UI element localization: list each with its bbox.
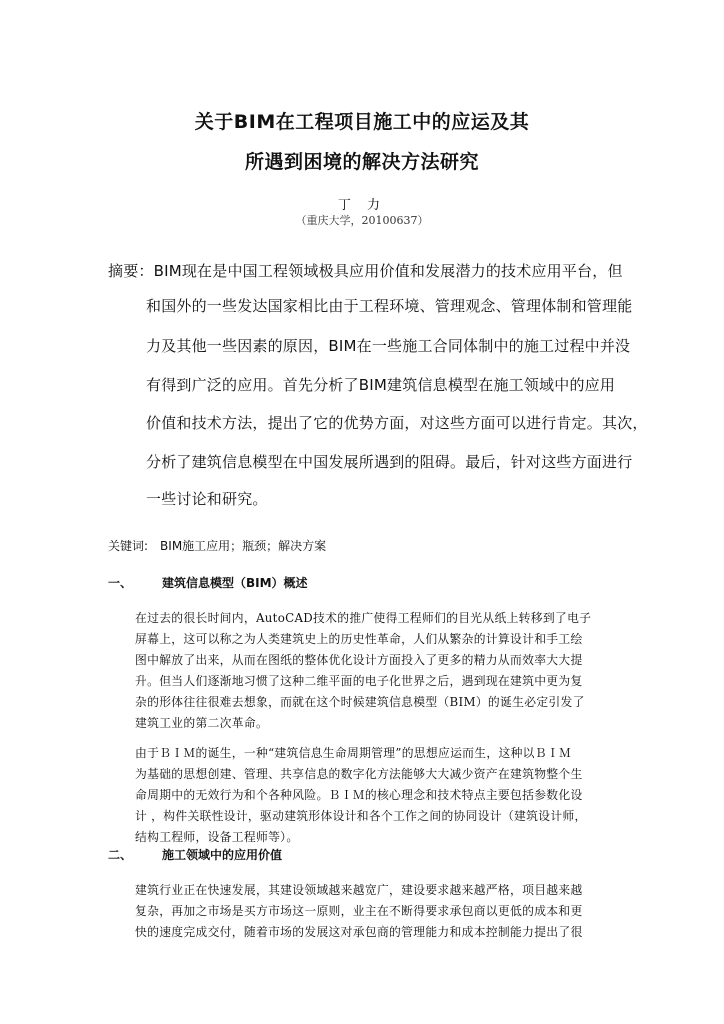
paragraph-line: 在过去的很长时间内，AutoCAD技术的推广使得工程师们的目光从纸上转移到了电子 (135, 611, 592, 625)
abstract-line: 有得到广泛的应用。首先分析了BIM建筑信息模型在施工领域中的应用 (146, 376, 616, 394)
section-number: 一、 (108, 576, 133, 590)
paragraph-line: 杂的形体往往很难去想象，而就在这个时候建筑信息模型（BIM）的诞生必定引发了 (135, 695, 585, 709)
paragraph-line: 图中解放了出来，从而在图纸的整体优化设计方面投入了更多的精力从而效率大大提 (135, 653, 583, 667)
keywords (108, 537, 326, 554)
paragraph-line: 快的速度完成交付，随着市场的发展这对承包商的管理能力和成本控制能力提出了很 (135, 925, 583, 939)
abstract-line: 力及其他一些因素的原因，BIM在一些施工合同体制中的施工过程中并没 (146, 337, 631, 355)
paragraph-line: 屏幕上，这可以称之为人类建筑史上的历史性革命，人们从繁杂的计算设计和手工绘 (135, 632, 583, 646)
paragraph-line: 命周期中的无效行为和个各种风险。ＢＩＭ的核心理念和技术特点主要包括参数化设 (135, 788, 583, 802)
abstract-line: 价值和技术方法，提出了它的优势方面，对这些方面可以进行肯定。其次， (146, 414, 648, 432)
author-name: 丁 力 (337, 198, 387, 213)
section-heading (108, 846, 282, 863)
section-title: 建筑信息模型（BIM）概述 (162, 576, 308, 590)
paragraph-line: 建筑行业正在快速发展，其建设领域越来越宽广，建设要求越来越严格，项目越来越 (135, 883, 583, 897)
paragraph-line: 建筑工业的第二次革命。 (135, 716, 269, 730)
abstract-line: 摘要：BIM现在是中国工程领域极具应用价值和发展潜力的技术应用平台，但 (108, 262, 623, 280)
abstract-line: 和国外的一些发达国家相比由于工程环境、管理观念、管理体制和管理能 (146, 297, 633, 315)
abstract-line: 分析了建筑信息模型在中国发展所遇到的阻碍。最后，针对这些方面进行 (146, 453, 633, 471)
section-title: 施工领域中的应用价值 (162, 848, 283, 862)
abstract-line: 一些讨论和研究。 (146, 490, 268, 508)
paragraph-line: 为基础的思想创建、管理、共享信息的数字化方法能够大大减少资产在建筑物整个生 (135, 767, 583, 781)
paragraph-line: 计 ，构件关联性设计，驱动建筑形体设计和各个工作之间的协同设计（建筑设计师， (135, 809, 587, 823)
keywords-text: BIM施工应用；瓶颈；解决方案 (160, 539, 327, 553)
section-number: 二、 (108, 848, 133, 862)
keywords-label: 关键词: (108, 539, 149, 553)
paragraph-line: 由于ＢＩＭ的诞生，一种“建筑信息生命周期管理”的思想应运而生，这种以ＢＩＭ (135, 746, 572, 760)
section-heading (108, 574, 308, 591)
paragraph-line: 结构工程师，设备工程师等）。 (135, 830, 299, 844)
paper-title-line-1: 关于BIM在工程项目施工中的应运及其 (194, 111, 530, 133)
paragraph-line: 升。但当人们逐渐地习惯了这种二维平面的电子化世界之后，遇到现在建筑中更为复 (135, 674, 583, 688)
paper-title-line-2: 所遇到困境的解决方法研究 (244, 151, 479, 173)
author-affiliation: （重庆大学，20100637） (295, 214, 429, 227)
paragraph-line: 复杂，再加之市场是买方市场这一原则，业主在不断得要求承包商以更低的成本和更 (135, 904, 583, 918)
